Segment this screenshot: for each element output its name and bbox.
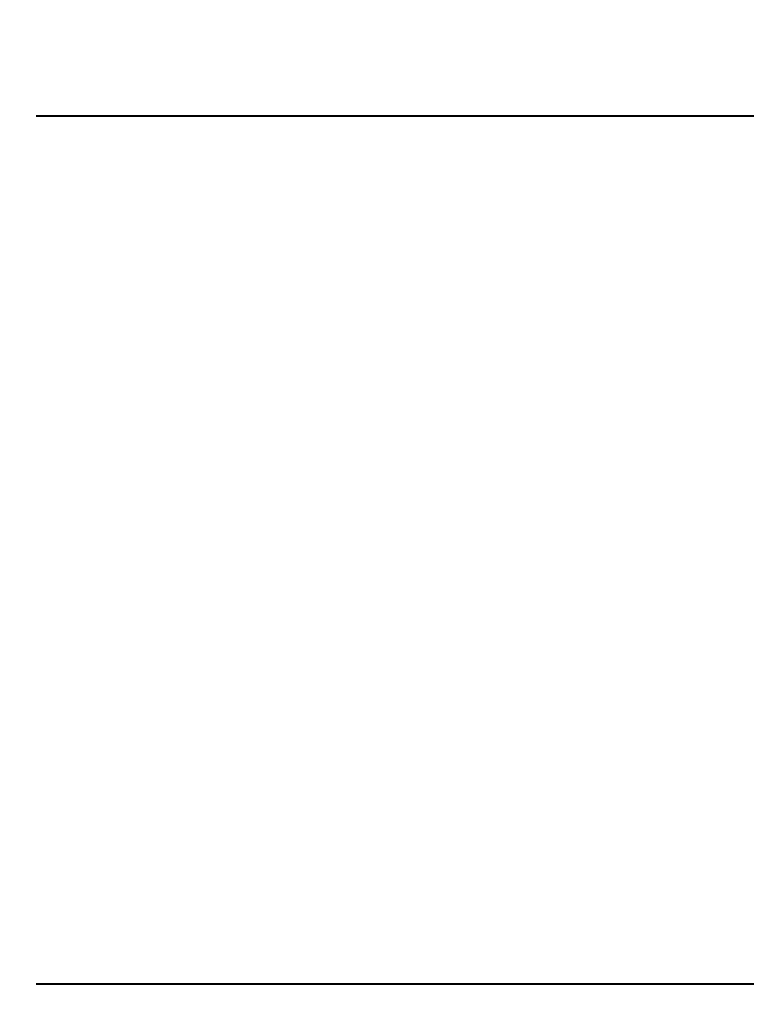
header-divider [36, 115, 754, 117]
meta-row-subject [36, 50, 174, 64]
institution-title [36, 30, 39, 48]
meta-row-date [36, 64, 174, 78]
meta-row-count [36, 92, 174, 106]
meta-row-time [36, 78, 174, 92]
footer-divider [36, 983, 754, 985]
